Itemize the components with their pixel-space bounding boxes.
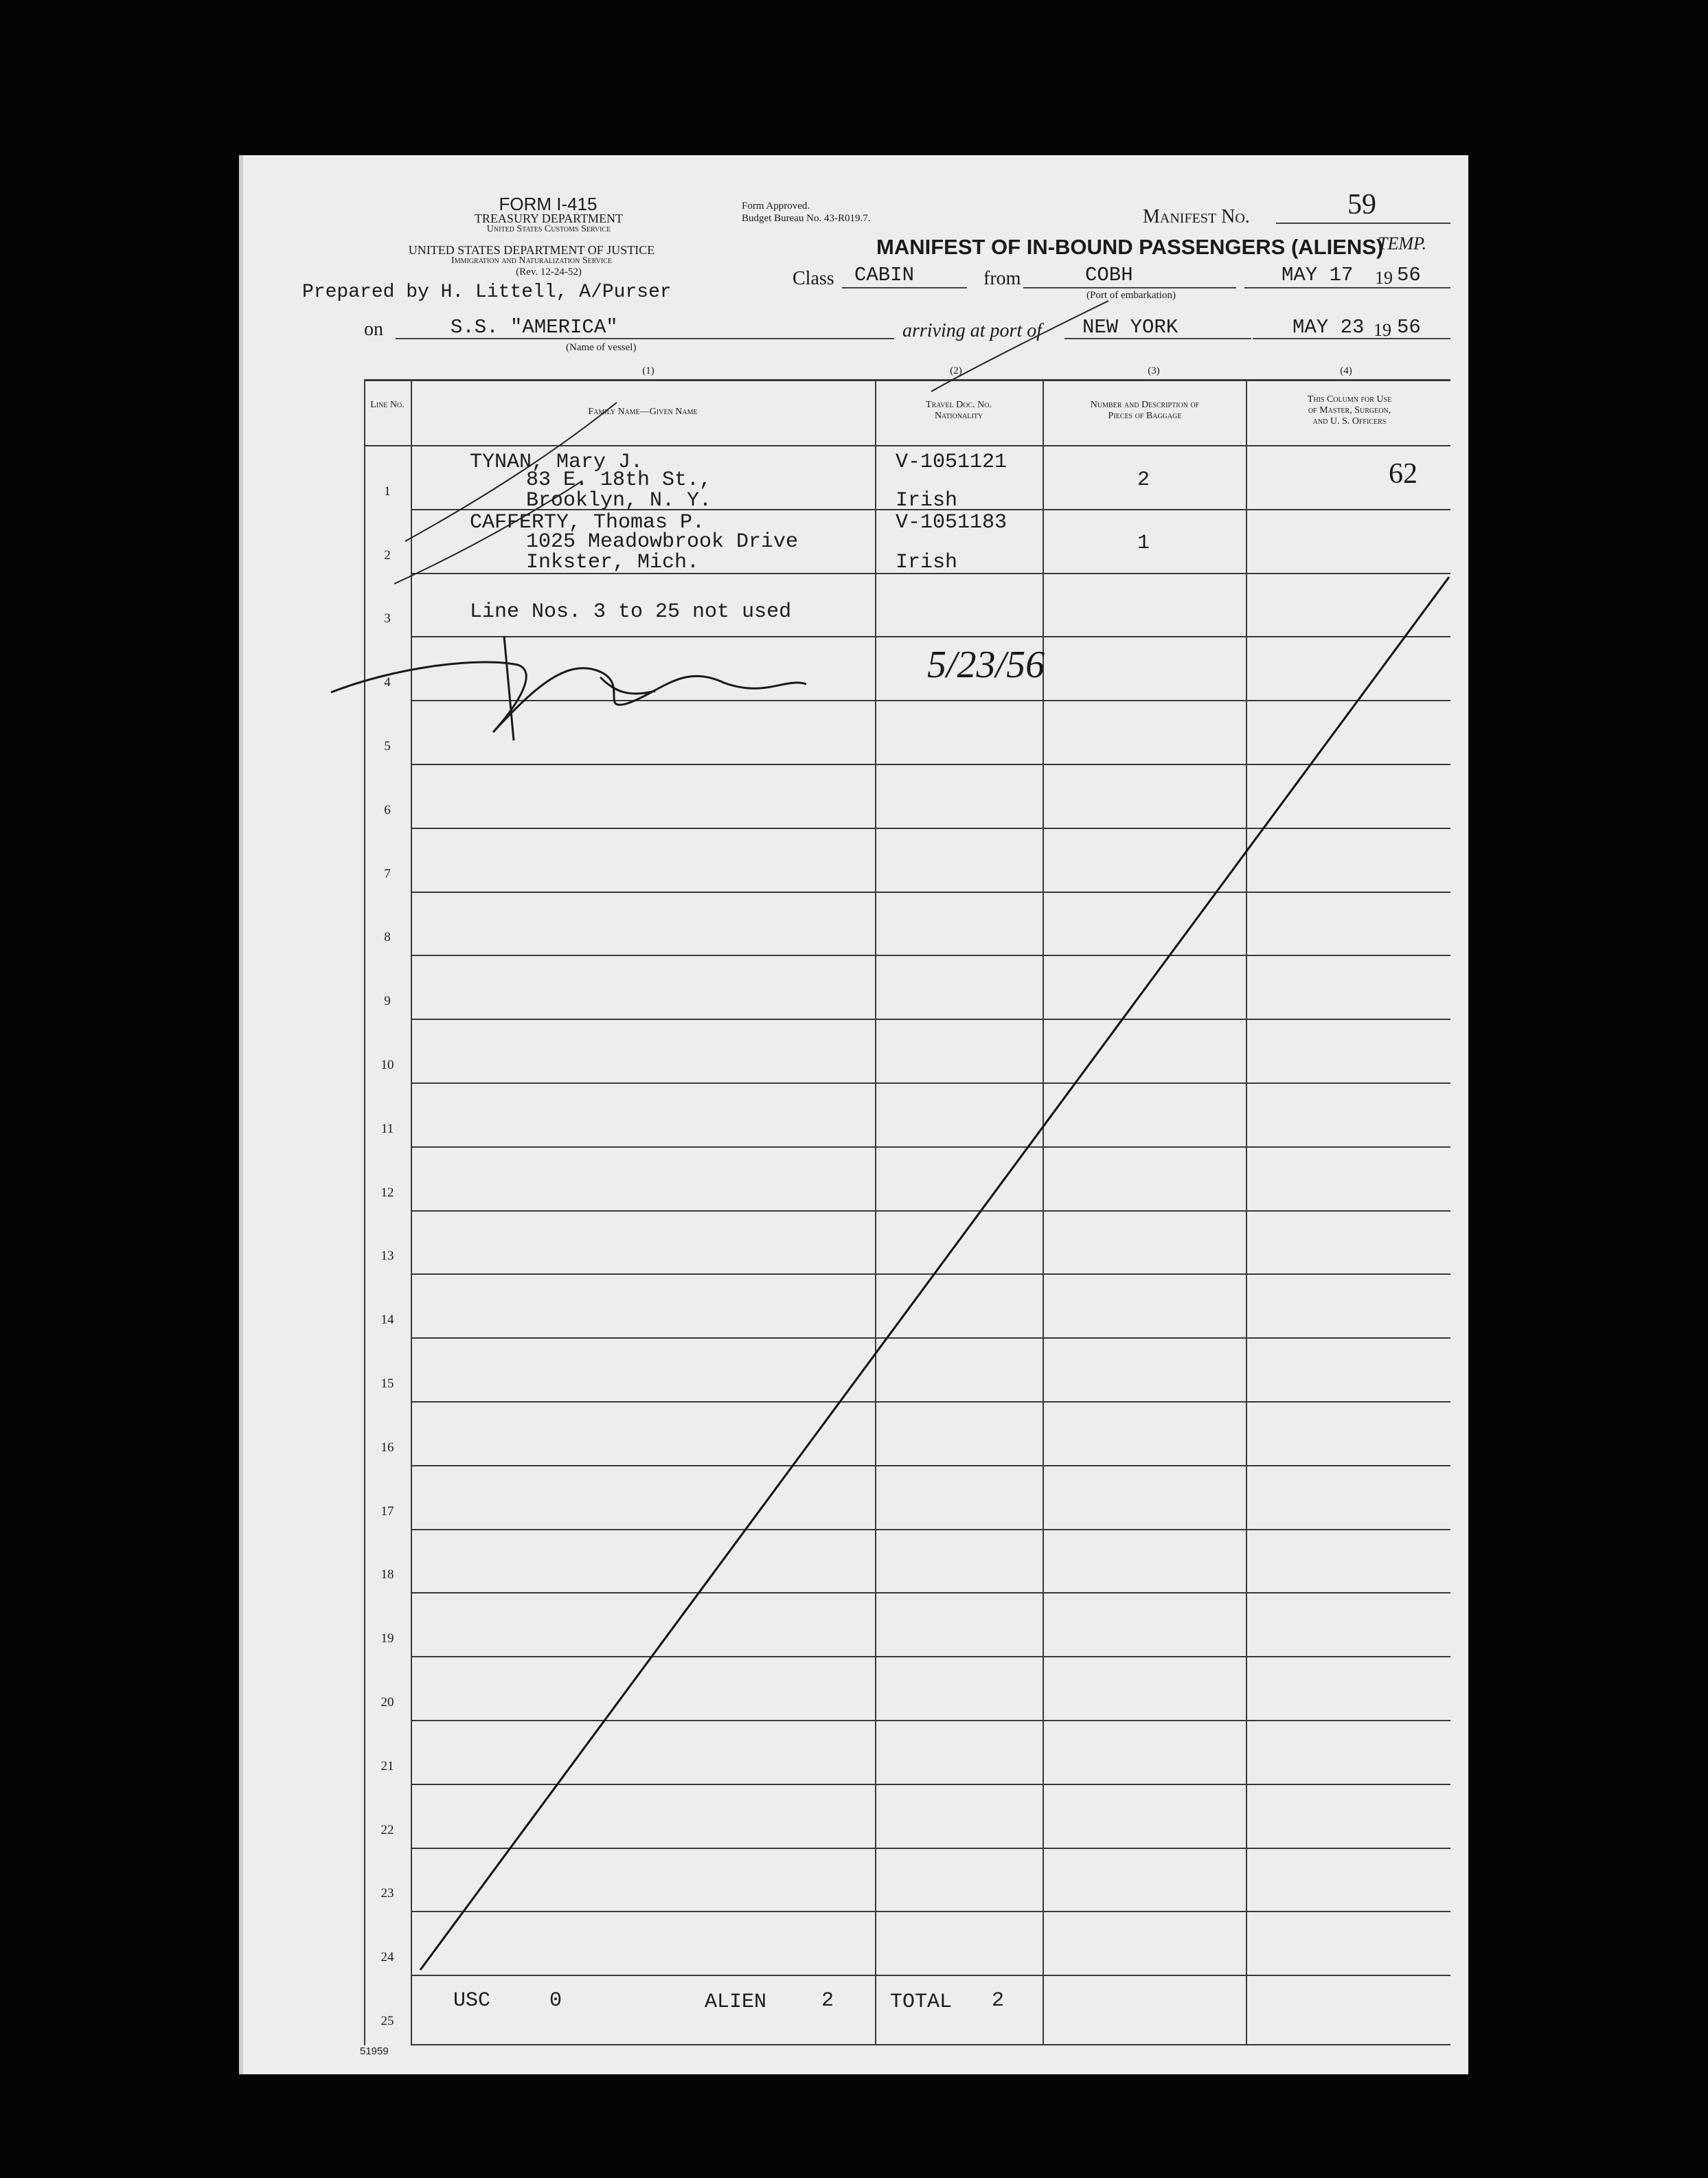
customs-service: United States Customs Service [486, 224, 611, 234]
line-number: 13 [380, 1249, 394, 1263]
line-number: 15 [380, 1376, 394, 1391]
line-number: 22 [380, 1823, 394, 1837]
total-value: 2 [992, 1989, 1005, 2012]
line-number: 4 [384, 675, 391, 690]
diagonal-cancel-line [420, 577, 1449, 1970]
from-label: from [983, 268, 1021, 289]
line-number: 2 [384, 548, 391, 563]
header-travel-doc: Travel Doc. No. [926, 400, 992, 410]
row-2-address-2: Inkster, Mich. [526, 551, 700, 574]
line-number: 8 [384, 930, 391, 944]
usc-value: 0 [549, 1989, 562, 2012]
pen-marks [243, 155, 1468, 2074]
row-2-name: CAFFERTY, Thomas P. [470, 511, 705, 534]
vessel-name: S.S. "AMERICA" [451, 316, 618, 339]
revision-date: (Rev. 12-24-52) [516, 266, 582, 277]
class-value: CABIN [854, 264, 915, 286]
prepared-by: Prepared by H. Littell, A/Purser [302, 282, 672, 303]
line-number: 7 [384, 867, 391, 881]
line-number: 12 [380, 1186, 394, 1200]
ins-service: Immigration and Naturalization Service [451, 256, 612, 266]
row-2-nationality: Irish [896, 551, 958, 574]
manifest-no-label: Manifest No. [1143, 206, 1250, 227]
line-number: 5 [384, 739, 391, 753]
port-caption: (Port of embarkation) [1086, 290, 1176, 301]
depart-date: MAY 17 [1282, 264, 1354, 286]
header-officers-3: and U. S. Officers [1312, 416, 1387, 427]
header-name: Family Name—Given Name [588, 407, 698, 417]
justice-dept: UNITED STATES DEPARTMENT OF JUSTICE [408, 243, 655, 257]
signature-date: 5/23/56 [927, 644, 1045, 686]
header-baggage-1: Number and Description of [1090, 400, 1200, 410]
line-number: 14 [380, 1313, 394, 1327]
header-nationality: Nationality [934, 411, 983, 421]
col-num-3: (3) [1148, 365, 1160, 376]
arrive-year-prefix: 19 [1374, 320, 1391, 340]
arrive-year: 56 [1397, 316, 1421, 339]
total-label: TOTAL [890, 1990, 953, 2014]
header-officers-2: of Master, Surgeon, [1308, 405, 1391, 416]
from-value: COBH [1085, 264, 1133, 286]
col-num-4: (4) [1340, 365, 1352, 376]
budget-bureau: Budget Bureau No. 43-R019.7. [742, 213, 871, 224]
line-number: 20 [380, 1695, 394, 1710]
manifest-no-value: 59 [1347, 189, 1376, 220]
row-1-name: TYNAN, Mary J. [470, 451, 644, 474]
class-label: Class [793, 268, 834, 289]
row-2-baggage: 1 [1137, 532, 1150, 555]
line-number: 23 [380, 1886, 394, 1901]
form-approved: Form Approved. [742, 201, 810, 212]
arriving-label: arriving at port of [902, 320, 1043, 341]
row-1-travel-doc: V-1051121 [896, 451, 1007, 474]
unused-lines-note: Line Nos. 3 to 25 not used [470, 600, 792, 624]
row-2-travel-doc: V-1051183 [896, 511, 1007, 534]
depart-year: 56 [1397, 264, 1421, 286]
col-num-1: (1) [642, 365, 654, 376]
line-number: 10 [380, 1058, 394, 1072]
row-1-baggage: 2 [1137, 468, 1150, 492]
on-label: on [364, 319, 383, 340]
depart-year-prefix: 19 [1375, 268, 1393, 288]
header-officers-1: This Column for Use [1307, 394, 1392, 405]
row-1-officer-note: 62 [1389, 458, 1417, 490]
usc-label: USC [453, 1989, 491, 2012]
alien-label: ALIEN [705, 1990, 767, 2014]
line-number: 17 [380, 1504, 394, 1519]
row-check-stroke [405, 402, 617, 541]
form-number: FORM I-415 [499, 194, 597, 214]
line-number: 18 [380, 1567, 394, 1582]
line-number: 24 [380, 1950, 394, 1964]
title-handwritten-note: TEMP. [1378, 234, 1427, 253]
column-check-stroke [931, 301, 1108, 392]
alien-value: 2 [821, 1989, 834, 2012]
manifest-title: MANIFEST OF IN-BOUND PASSENGERS (ALIENS) [876, 235, 1384, 259]
line-number: 6 [384, 803, 391, 817]
line-number: 11 [380, 1122, 394, 1136]
line-number: 16 [380, 1440, 394, 1455]
treasury-dept: TREASURY DEPARTMENT [474, 212, 624, 225]
manifest-page [239, 155, 1468, 2074]
row-1-address-2: Brooklyn, N. Y. [526, 489, 712, 512]
header-line-no: Line No. [370, 400, 405, 410]
line-number: 19 [380, 1631, 394, 1646]
line-number: 9 [384, 994, 391, 1008]
arrival-port: NEW YORK [1082, 316, 1178, 339]
col-num-2: (2) [950, 365, 962, 376]
line-number: 3 [384, 611, 391, 626]
vessel-caption: (Name of vessel) [566, 342, 637, 353]
row-1-nationality: Irish [896, 489, 958, 512]
footer-code: 51959 [360, 2045, 389, 2057]
line-number: 1 [384, 484, 391, 499]
row-1-address-1: 83 E. 18th St., [526, 468, 712, 492]
line-number: 21 [380, 1759, 394, 1773]
row-2-address-1: 1025 Meadowbrook Drive [526, 530, 799, 554]
line-number: 25 [380, 2014, 394, 2028]
arrive-date: MAY 23 [1293, 316, 1365, 339]
header-baggage-2: Pieces of Baggage [1108, 411, 1182, 421]
inspector-signature [331, 636, 806, 740]
